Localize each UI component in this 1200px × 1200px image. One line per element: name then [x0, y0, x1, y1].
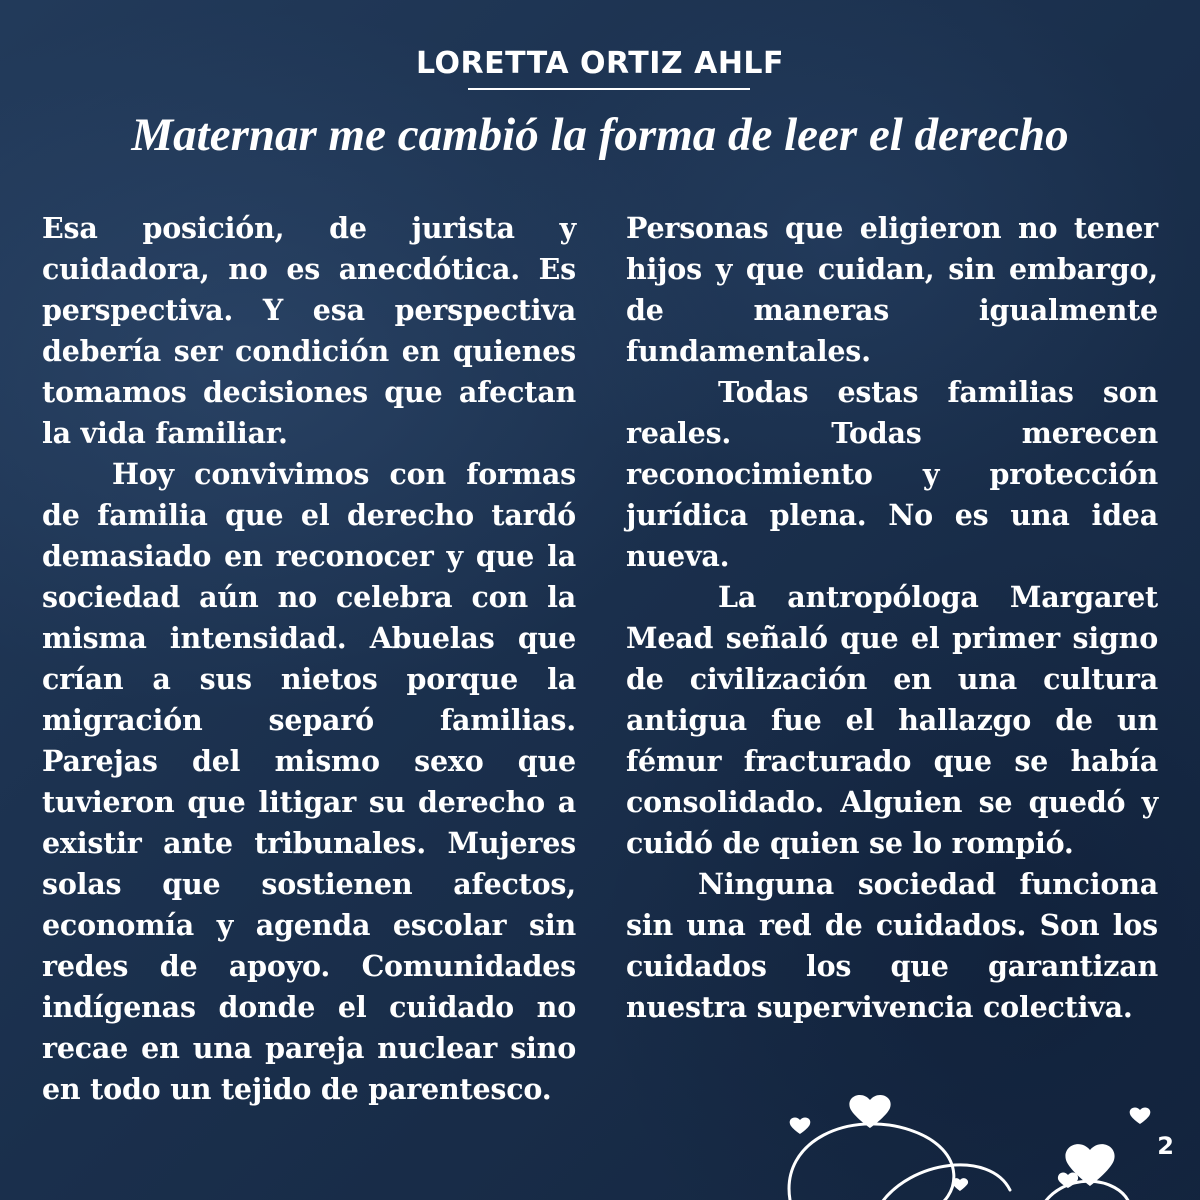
left-column — [42, 208, 576, 1110]
right-paragraph-2: Todas estas familias son reales. Todas merecen reconocimiento y protección jurídica plena. No es una idea nueva. — [626, 375, 1158, 573]
article-title: Maternar me cambió la forma de leer el derecho — [131, 109, 1069, 161]
author-name: LORETTA ORTIZ AHLF — [415, 46, 785, 81]
author-underline — [468, 88, 750, 90]
left-paragraph-2: Hoy convivimos con formas de familia que el derecho tardó demasiado en reconocer y que la sociedad aún no celebra con la misma intensidad. Abuelas que crían a sus nietos porque la migración separó familias. Parejas del mismo sexo que tuvieron que litigar su derecho a existir ante tribunales. Mujeres solas que sostienen afectos, economía y agenda escolar sin redes de apoyo. Comunidades indígenas donde el cuidado no recae en una pareja nuclear sino en todo un tejido de parentesco. — [42, 457, 576, 1106]
right-paragraph-4: Ninguna sociedad funciona sin una red de cuidados. Son los cuidados los que garantizan nuestra supervivencia colectiva. — [626, 867, 1158, 1024]
right-paragraph-1: Personas que eligieron no tener hijos y que cuidan, sin embargo, de maneras igualmente fundamentales. — [626, 211, 1158, 368]
right-paragraph-3: La antropóloga Margaret Mead señaló que el primer signo de civilización en una cultura antigua fue el hallazgo de un fémur fracturado que se había consolidado. Alguien se quedó y cuidó de quien se lo rompió. — [626, 580, 1158, 860]
right-column — [626, 208, 1158, 1028]
hearts-doodle-icon — [760, 1080, 1200, 1200]
left-paragraph-1: Esa posición, de jurista y cuidadora, no es anecdótica. Es perspectiva. Y esa perspectiva debería ser condición en quienes tomamos decisiones que afectan la vida familiar. — [42, 211, 576, 450]
page-number: 2 — [1157, 1132, 1174, 1160]
